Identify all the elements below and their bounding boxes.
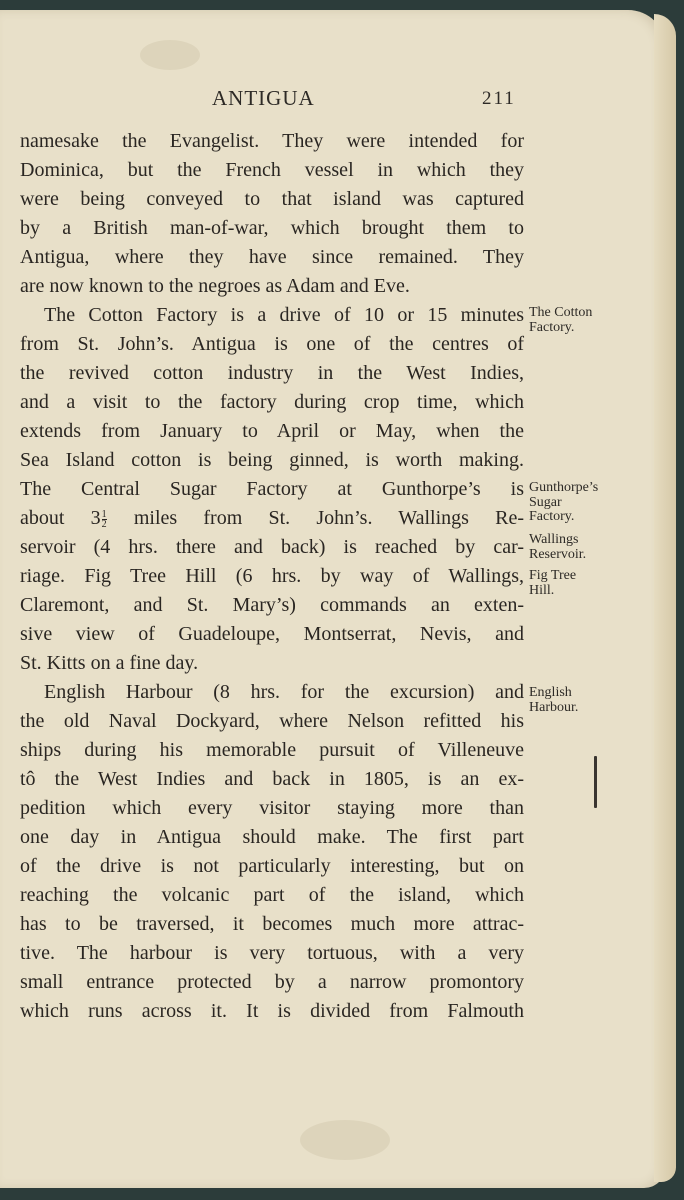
text-line: Antigua, where they have since remained. They [20,246,524,268]
page-number: 211 [482,88,516,109]
text-line: of the drive is not particularly interesting, but on [20,855,524,877]
text-line: servoir (4 hrs. there and back) is reached by car- [20,536,524,558]
margin-note-line: Gunthorpe’s [529,480,599,495]
text-line-fraction [20,504,524,533]
text-line: The Cotton Factory is a drive of 10 or 15 minutes [44,304,524,326]
page-header [0,86,684,116]
margin-note-line: Reservoir. [529,546,587,562]
text-line: English Harbour (8 hrs. for the excursion) and [44,681,524,703]
text-line: the revived cotton industry in the West Indies, [20,362,524,384]
margin-note-line: The Cotton [529,305,593,320]
fraction-denominator: 2 [101,519,107,530]
margin-note-line: Fig Tree [529,568,577,583]
text-line: namesake the Evangelist. They were intended for [20,130,524,152]
text-line: small entrance protected by a narrow promontory [20,971,524,993]
whole-number: 3 [90,507,101,529]
text-line: The Central Sugar Factory at Gunthorpe’s is [20,478,524,500]
text-line: St. Kitts on a fine day. [20,652,199,674]
text-line: the old Naval Dockyard, where Nelson refitted his [20,710,524,732]
text-line: extends from January to April or May, when the [20,420,524,442]
text-line: Claremont, and St. Mary’s) commands an exten- [20,594,524,616]
text-line: ships during his memorable pursuit of Villeneuve [20,739,524,761]
margin-note-english-harbour [529,686,578,715]
margin-note-line: Hill. [529,582,555,598]
paper-stain [300,1120,390,1160]
text-line: Sea Island cotton is being ginned, is worth making. [20,449,524,471]
margin-note-line: Wallings [529,532,579,547]
margin-note-gunthorpes [529,481,598,525]
paper-stain [140,40,200,70]
text-line: from St. John’s. Antigua is one of the centres of [20,333,524,355]
text-line: and a visit to the factory during crop time, which [20,391,524,413]
fraction-numerator: 1 [101,509,107,520]
margin-note-line: Harbour. [529,699,579,715]
text-line: tô the West Indies and back in 1805, is an ex- [20,768,524,790]
running-head: ANTIGUA [212,86,315,110]
text-line: are now known to the negroes as Adam and Eve. [20,275,410,297]
text-line: were being conveyed to that island was captured [20,188,524,210]
margin-note-line: Sugar [529,494,562,510]
margin-note-line: Factory. [529,319,575,335]
text-line: which runs across it. It is divided from Falmouth [20,1000,524,1022]
text-line: sive view of Guadeloupe, Montserrat, Nevis, and [20,623,524,645]
text-line: Dominica, but the French vessel in which they [20,159,524,181]
body-text [20,127,524,1026]
text-line: riage. Fig Tree Hill (6 hrs. by way of Wallings, [20,565,524,587]
margin-note-fig-tree [529,569,576,598]
page-edge [654,14,676,1182]
margin-note-line: Factory. [529,509,575,524]
fraction-half [102,510,107,529]
text-line: tive. The harbour is very tortuous, with a very [20,942,524,964]
text-line-rest: miles from St. John’s. Wallings Re- [133,507,524,529]
margin-note-wallings [529,533,586,562]
text-line: one day in Antigua should make. The first part [20,826,524,848]
margin-pencil-mark [594,756,597,808]
text-word: about [20,507,65,529]
text-line: has to be traversed, it becomes much more attrac- [20,913,524,935]
text-line: reaching the volcanic part of the island, which [20,884,524,906]
text-line: by a British man-of-war, which brought them to [20,217,524,239]
text-line: pedition which every visitor staying more than [20,797,524,819]
margin-note-cotton-factory [529,306,592,335]
margin-note-line: English [529,685,572,700]
